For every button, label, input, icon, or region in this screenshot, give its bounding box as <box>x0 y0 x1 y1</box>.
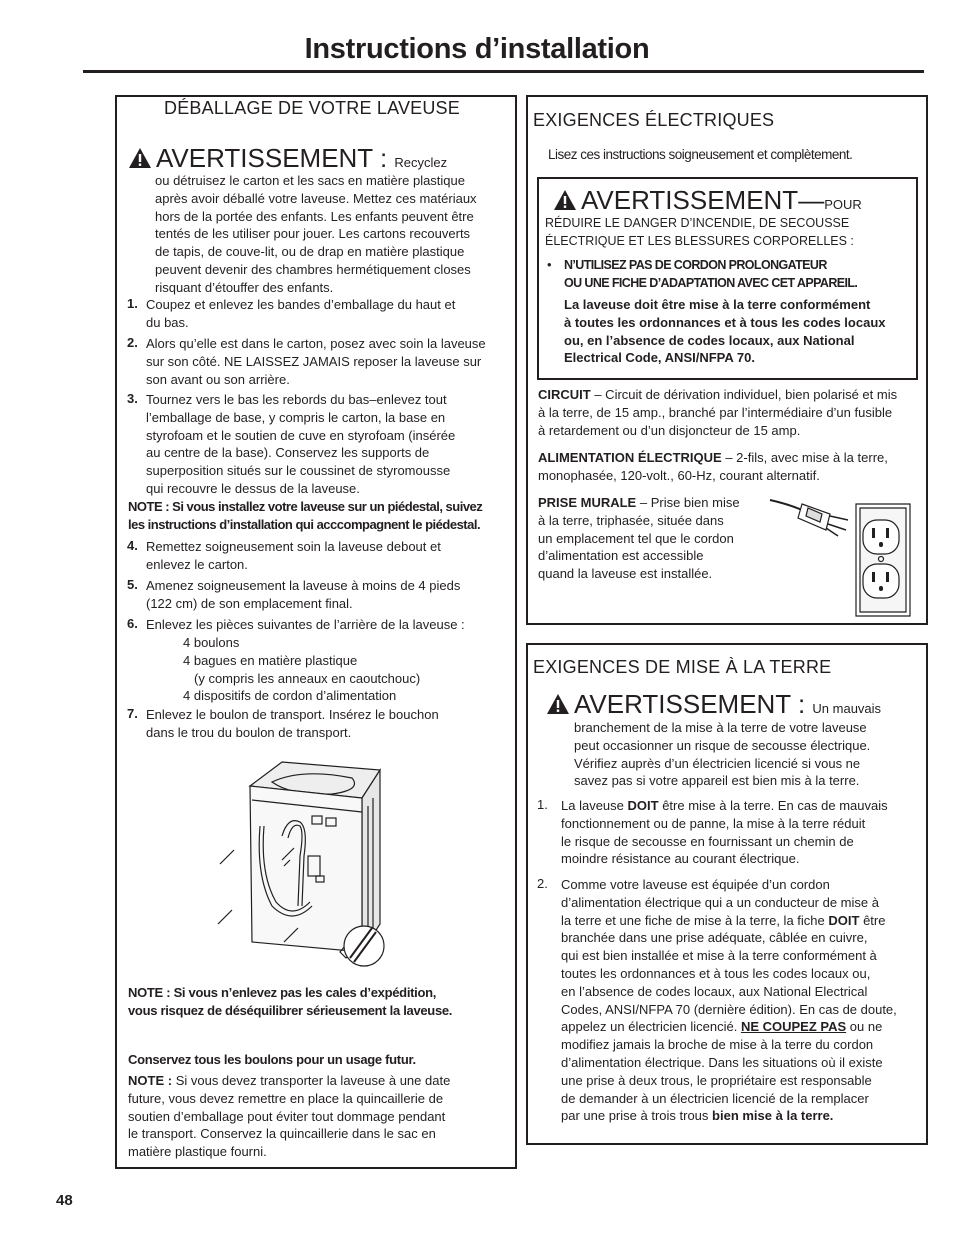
grounding-title: EXIGENCES DE MISE À LA TERRE <box>533 657 832 677</box>
step-text <box>146 538 511 574</box>
washer-rear-illustration <box>212 756 392 972</box>
warning-triangle-icon <box>553 189 577 215</box>
step-text <box>146 706 511 742</box>
text-line: l’emballage de base, y compris le carton, la base en <box>146 409 446 425</box>
text-line: une prise à deux trous, le propriétaire est responsable <box>561 1072 872 1088</box>
text-span: être <box>863 912 886 928</box>
text-line: La laveuse doit être mise à la terre conformément <box>564 297 871 312</box>
warning-first-word: Un mauvais <box>812 701 882 716</box>
item-number: 2. <box>537 876 548 891</box>
grounding-item-1 <box>561 797 921 868</box>
text-line: soutien d’emballage pout éviter tout dommage pendant <box>128 1108 446 1124</box>
text-line: branchement de la mise à la terre de votre laveuse <box>574 720 867 735</box>
no-extension-cord-warning <box>564 257 857 292</box>
power-label: ALIMENTATION ÉLECTRIQUE <box>538 450 722 465</box>
grounding-warning-heading <box>546 691 881 719</box>
text-span: la terre et une fiche de mise à la terre, la fiche <box>561 912 825 928</box>
text-line: d’alimentation électrique. Dans les situations où il existe <box>561 1054 883 1070</box>
step-text <box>146 577 511 613</box>
step-number: 2. <box>127 335 138 350</box>
power-supply-text <box>538 449 923 485</box>
text-line: peuvent devenir des chambres hermétiquement closes <box>155 261 471 277</box>
step-text: Enlevez les pièces suivantes de l’arrière de la laveuse : <box>146 617 465 632</box>
text-line: ou, en l’absence de codes locaux, aux National <box>564 332 855 348</box>
text-line: Remettez soigneusement soin la laveuse debout et <box>146 539 441 554</box>
emphasis: DOIT <box>828 912 860 928</box>
item-number: 1. <box>537 797 548 812</box>
text-line: Enlevez le boulon de transport. Insérez le bouchon <box>146 707 439 722</box>
step-number: 7. <box>127 706 138 721</box>
warning-label: AVERTISSEMENT : <box>574 689 806 719</box>
text-line: à toutes les ordonnances et à tous les codes locaux <box>564 314 886 330</box>
text-span: appelez un électricien licencié. <box>561 1019 738 1035</box>
warning-triangle-icon <box>546 693 570 719</box>
text-line: Tournez vers le bas les rebords du bas–enlevez tout <box>146 392 447 407</box>
unpacking-title: DÉBALLAGE DE VOTRE LAVEUSE <box>164 98 460 118</box>
text-line: qui recouvre le dessus de la laveuse. <box>146 480 360 496</box>
text-line: de tapis, de couve-lit, ou de drap en matière plastique <box>155 244 465 260</box>
step-number: 6. <box>127 616 138 631</box>
warning-label: AVERTISSEMENT— <box>581 185 825 215</box>
text-line: Vérifiez auprès d’un électricien licencié si vous ne <box>574 755 861 771</box>
emphasis: bien mise à la terre. <box>712 1108 834 1124</box>
text-span: La laveuse <box>561 798 624 813</box>
unpacking-warning-text <box>155 172 510 297</box>
text-line: du bas. <box>146 314 189 330</box>
text-line: moindre résistance au courant électrique. <box>561 851 800 867</box>
step-number: 4. <box>127 538 138 553</box>
electrical-warning-text <box>545 215 854 250</box>
page-number: 48 <box>56 1192 73 1209</box>
text-line: modifiez jamais la broche de mise à la terre du cordon <box>561 1037 874 1053</box>
text-line: à la terre, triphasée, située dans <box>538 512 724 528</box>
step-text <box>146 335 514 388</box>
keep-bolts-note: Conservez tous les boulons pour un usage futur. <box>128 1052 416 1067</box>
text-line: d’alimentation électrique qui a un conducteur de mise à <box>561 894 879 910</box>
emphasis: DOIT <box>627 798 659 813</box>
warning-label: AVERTISSEMENT : <box>156 143 388 173</box>
unpacking-warning-heading <box>128 145 447 173</box>
text-line: Alors qu’elle est dans le carton, posez avec soin la laveuse <box>146 336 486 351</box>
step-number: 5. <box>127 577 138 592</box>
electrical-title: EXIGENCES ÉLECTRIQUES <box>533 110 775 130</box>
text-line: ou détruisez le carton et les sacs en matière plastique <box>155 173 466 188</box>
circuit-label: CIRCUIT <box>538 387 591 402</box>
wall-outlet-text <box>538 494 768 583</box>
text-line: le risque de secousse en fournissant un chemin de <box>561 833 854 849</box>
warning-pour: POUR <box>824 197 862 212</box>
text-line: matière plastique fourni. <box>128 1144 267 1160</box>
text-line: – Prise bien mise <box>639 495 740 510</box>
electrical-warning-heading <box>553 187 862 215</box>
text-line: sur son côté. NE LAISSEZ JAMAIS reposer la laveuse sur <box>146 353 482 369</box>
plug-outlet-illustration <box>768 494 916 618</box>
text-line: future, vous devez remettre en place la quincaillerie de <box>128 1090 444 1106</box>
text-line: à retardement ou d’un disjoncteur de 15 amp. <box>538 422 801 438</box>
text-line: qui est bien installée et mise à la terre conformément à <box>561 948 877 964</box>
text-line: RÉDUIRE LE DANGER D’INCENDIE, DE SECOUSSE <box>545 216 850 230</box>
text-line: enlevez le carton. <box>146 556 248 572</box>
emphasis-underline: NE COUPEZ PAS <box>740 1019 847 1035</box>
text-line: Amenez soigneusement la laveuse à moins de 4 pieds <box>146 578 461 593</box>
step-number: 3. <box>127 391 138 406</box>
shipping-note <box>128 984 513 1019</box>
text-line: à la terre, de 15 amp., branché par l’intermédiaire d’un fusible <box>538 404 893 420</box>
text-line: dans le trou du boulon de transport. <box>146 724 352 740</box>
text-line: OU UNE FICHE D’ADAPTATION AVEC CET APPAREIL. <box>564 275 858 290</box>
text-line: le transport. Conservez la quincaillerie dans le sac en <box>128 1126 436 1142</box>
text-line: Coupez et enlevez les bandes d’emballage du haut et <box>146 297 456 312</box>
page-title: Instructions d’installation <box>304 33 650 65</box>
text-line: après avoir déballé votre laveuse. Mettez ces matériaux <box>155 190 477 206</box>
grounding-item-2 <box>561 876 923 1125</box>
step-text <box>146 296 511 332</box>
text-line: monophasée, 120-volt., 60-Hz, courant alternatif. <box>538 467 820 483</box>
text-line: NOTE : Si vous n’enlevez pas les cales d’expédition, <box>128 985 437 1000</box>
text-line: ÉLECTRIQUE ET LES BLESSURES CORPORELLES : <box>545 233 854 248</box>
text-line: quand la laveuse est installée. <box>538 566 713 582</box>
warning-first-word: Recyclez <box>394 155 448 170</box>
text-span: être mise à la terre. En cas de mauvais <box>662 798 888 813</box>
step-number: 1. <box>127 296 138 311</box>
text-line: – 2-fils, avec mise à la terre, <box>725 450 888 465</box>
text-line: tentés de les utiliser pour jouer. Les cartons recouverts <box>155 226 471 242</box>
title-divider <box>83 70 924 73</box>
list-item: 4 boulons <box>183 635 240 650</box>
grounding-requirement-text <box>564 296 886 367</box>
text-line: en l’absence de codes locaux, aux National Electrical <box>561 983 868 999</box>
text-line: vous risquez de déséquilibrer sérieusement la laveuse. <box>128 1002 453 1018</box>
circuit-text <box>538 386 923 439</box>
text-line: Codes, ANSI/NFPA 70 (dernière édition). En cas de doute, <box>561 1001 897 1017</box>
electrical-intro: Lisez ces instructions soigneusement et complètement. <box>548 147 853 162</box>
text-line: les instructions d’installation qui acccompagnent le piédestal. <box>128 516 481 532</box>
text-line: son avant ou son arrière. <box>146 371 290 387</box>
outlet-label: PRISE MURALE <box>538 495 637 510</box>
warning-triangle-icon <box>128 147 152 173</box>
transport-note <box>128 1072 513 1161</box>
text-line: d’alimentation est accessible <box>538 548 704 564</box>
parts-list <box>183 634 503 705</box>
grounding-warning-text <box>574 719 919 790</box>
text-span: par une prise à trois trous <box>561 1108 709 1124</box>
text-line: Comme votre laveuse est équipée d’un cordon <box>561 877 830 892</box>
text-line: Si vous devez transporter la laveuse à une date <box>175 1073 451 1088</box>
bullet-dot: • <box>547 257 552 272</box>
pedestal-note <box>128 498 513 533</box>
text-line: au centre de la base). Conservez les supports de <box>146 445 430 461</box>
text-line: peut occasionner un risque de secousse électrique. <box>574 737 871 753</box>
list-item: (y compris les anneaux en caoutchouc) <box>194 670 421 686</box>
text-line: branchée dans une prise adéquate, câblée en cuivre, <box>561 930 868 946</box>
step-text <box>146 391 511 498</box>
text-line: styrofoam et le soutien de cuve en styrofoam (insérée <box>146 427 456 443</box>
text-line: hors de la portée des enfants. Les enfants peuvent être <box>155 208 474 224</box>
text-line: fonctionnement ou de panne, la mise à la terre réduit <box>561 815 866 831</box>
text-line: superposition situés sur le coussinet de styromousse <box>146 463 451 479</box>
text-line: savez pas si votre appareil est bien mis à la terre. <box>574 773 860 789</box>
list-item: 4 bagues en matière plastique <box>183 652 358 668</box>
text-line: risquant d’étouffer des enfants. <box>155 279 334 295</box>
text-line: Electrical Code, ANSI/NFPA 70. <box>564 350 755 366</box>
text-line: de demander à un électricien licencié de la remplacer <box>561 1090 869 1106</box>
list-item: 4 dispositifs de cordon d’alimentation <box>183 688 397 704</box>
text-line: un emplacement tel que le cordon <box>538 530 734 546</box>
text-line: NOTE : Si vous installez votre laveuse sur un piédestal, suivez <box>128 499 483 514</box>
text-line: N’UTILISEZ PAS DE CORDON PROLONGATEUR <box>564 258 827 272</box>
text-line: toutes les ordonnances et à tous les codes locaux ou, <box>561 965 871 981</box>
text-line: – Circuit de dérivation individuel, bien polarisé et mis <box>594 387 898 402</box>
note-label: NOTE : <box>128 1073 173 1088</box>
text-span: ou ne <box>849 1019 883 1035</box>
text-line: (122 cm) de son emplacement final. <box>146 595 353 611</box>
